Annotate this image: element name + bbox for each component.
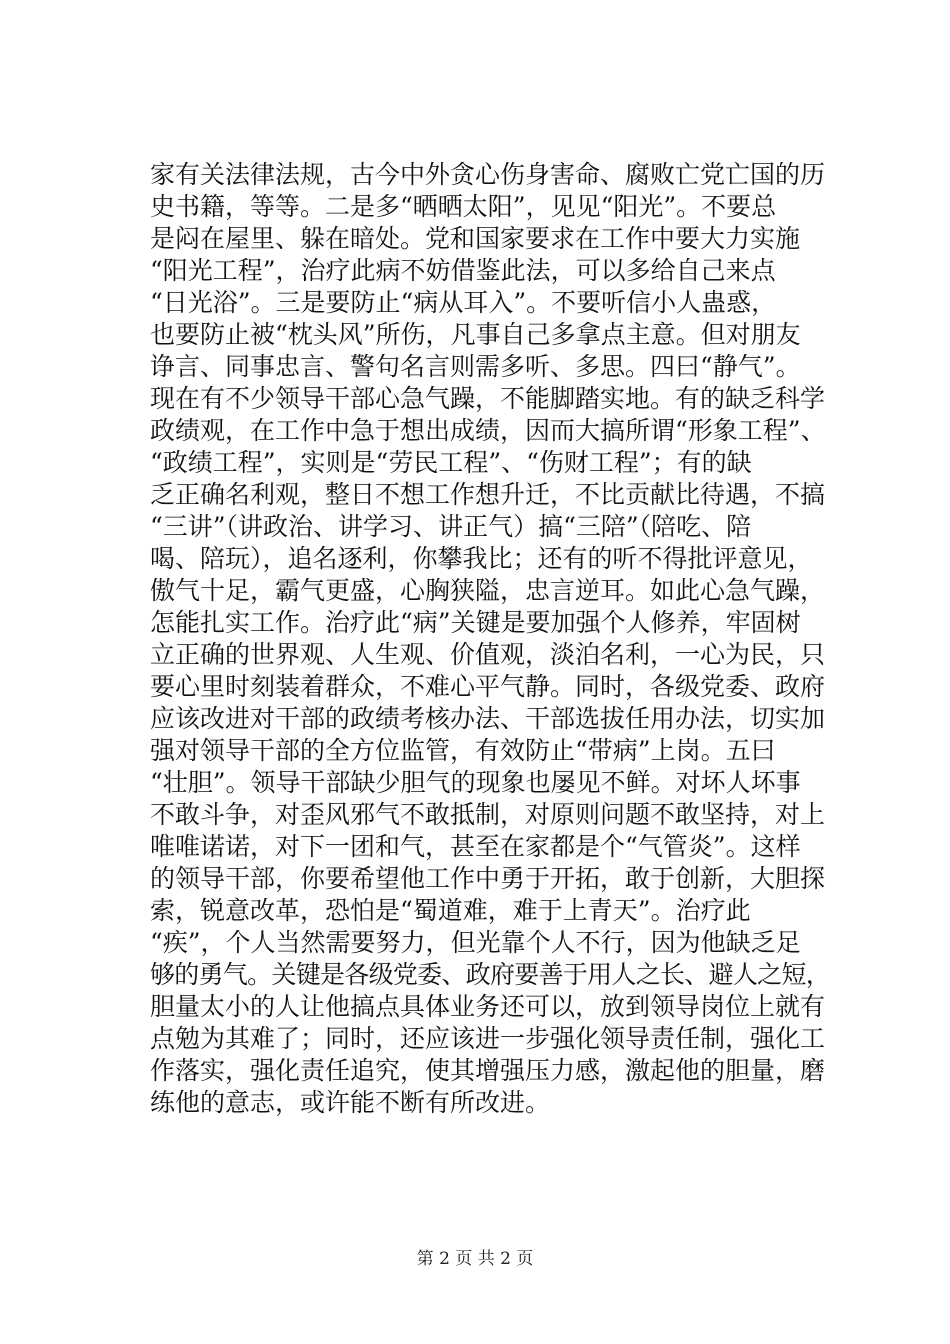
text-line: 家有关法律法规，古今中外贪心伤身害命、腐败亡党亡国的历 — [150, 160, 826, 189]
text-line: “阳光工程”，治疗此病不妨借鉴此法，可以多给自己来点 — [150, 256, 776, 285]
text-line: 练他的意志，或许能不断有所改进。 — [150, 1088, 551, 1117]
text-line: 要心里时刻装着群众，不难心平气静。同时，各级党委、政府 — [150, 672, 826, 701]
page-footer: 第 2 页 共 2 页 — [416, 1249, 534, 1269]
text-line: 强对领导干部的全方位监管，有效防止“带病”上岗。五曰 — [150, 736, 776, 765]
text-line: 喝、陪玩），追名逐利，你攀我比；还有的听不得批评意见， — [150, 544, 813, 573]
text-line: 是闷在屋里、躲在暗处。党和国家要求在工作中要大力实施 — [150, 224, 801, 253]
text-line: 点勉为其难了；同时，还应该进一步强化领导责任制，强化工 — [150, 1024, 826, 1053]
text-line: 够的勇气。关键是各级党委、政府要善于用人之长、避人之短， — [150, 960, 831, 989]
text-line: 现在有不少领导干部心急气躁，不能脚踏实地。有的缺乏科学 — [150, 384, 826, 413]
text-line: “三讲”（讲政治、讲学习、讲正气）搞“三陪”（陪吃、陪 — [150, 512, 752, 541]
text-line: 立正确的世界观、人生观、价值观，淡泊名利，一心为民，只 — [150, 640, 826, 669]
text-line: 史书籍，等等。二是多“晒晒太阳”，见见“阳光”。不要总 — [150, 192, 777, 221]
text-line: 政绩观，在工作中急于想出成绩，因而大搞所谓“形象工程”、 — [150, 416, 826, 445]
text-line: “疾”，个人当然需要努力，但光靠个人不行，因为他缺乏足 — [150, 928, 801, 957]
text-line: 不敢斗争，对歪风邪气不敢抵制，对原则问题不敢坚持，对上 — [150, 800, 826, 829]
text-line: “日光浴”。三是要防止“病从耳入”。不要听信小人蛊惑， — [150, 288, 777, 317]
text-line: 乏正确名利观，整日不想工作想升迁，不比贡献比待遇，不搞 — [150, 480, 826, 509]
text-line: 应该改进对干部的政绩考核办法、干部选拔任用办法，切实加 — [150, 704, 826, 733]
text-line: 怎能扎实工作。治疗此“病”关键是要加强个人修养，牢固树 — [150, 608, 801, 637]
text-line: 的领导干部，你要希望他工作中勇于开拓，敢于创新，大胆探 — [150, 864, 826, 893]
text-line: “政绩工程”，实则是“劳民工程”、“伤财工程”；有的缺 — [150, 448, 752, 477]
text-line: 诤言、同事忠言、警句名言则需多听、多思。四曰“静气”。 — [150, 352, 801, 381]
text-line: “壮胆”。领导干部缺少胆气的现象也屡见不鲜。对坏人坏事 — [150, 768, 801, 797]
text-line: 唯唯诺诺，对下一团和气，甚至在家都是个“气管炎”。这样 — [150, 832, 801, 861]
text-line: 傲气十足，霸气更盛，心胸狭隘，忠言逆耳。如此心急气躁， — [150, 576, 826, 605]
text-line: 也要防止被“枕头风”所伤，凡事自己多拿点主意。但对朋友 — [150, 320, 801, 349]
text-line: 作落实，强化责任追究，使其增强压力感，激起他的胆量，磨 — [150, 1056, 826, 1085]
text-line: 胆量太小的人让他搞点具体业务还可以，放到领导岗位上就有 — [150, 992, 826, 1021]
body-text — [150, 159, 830, 1119]
text-line: 索，锐意改革，恐怕是“蜀道难，难于上青天”。治疗此 — [150, 896, 751, 925]
